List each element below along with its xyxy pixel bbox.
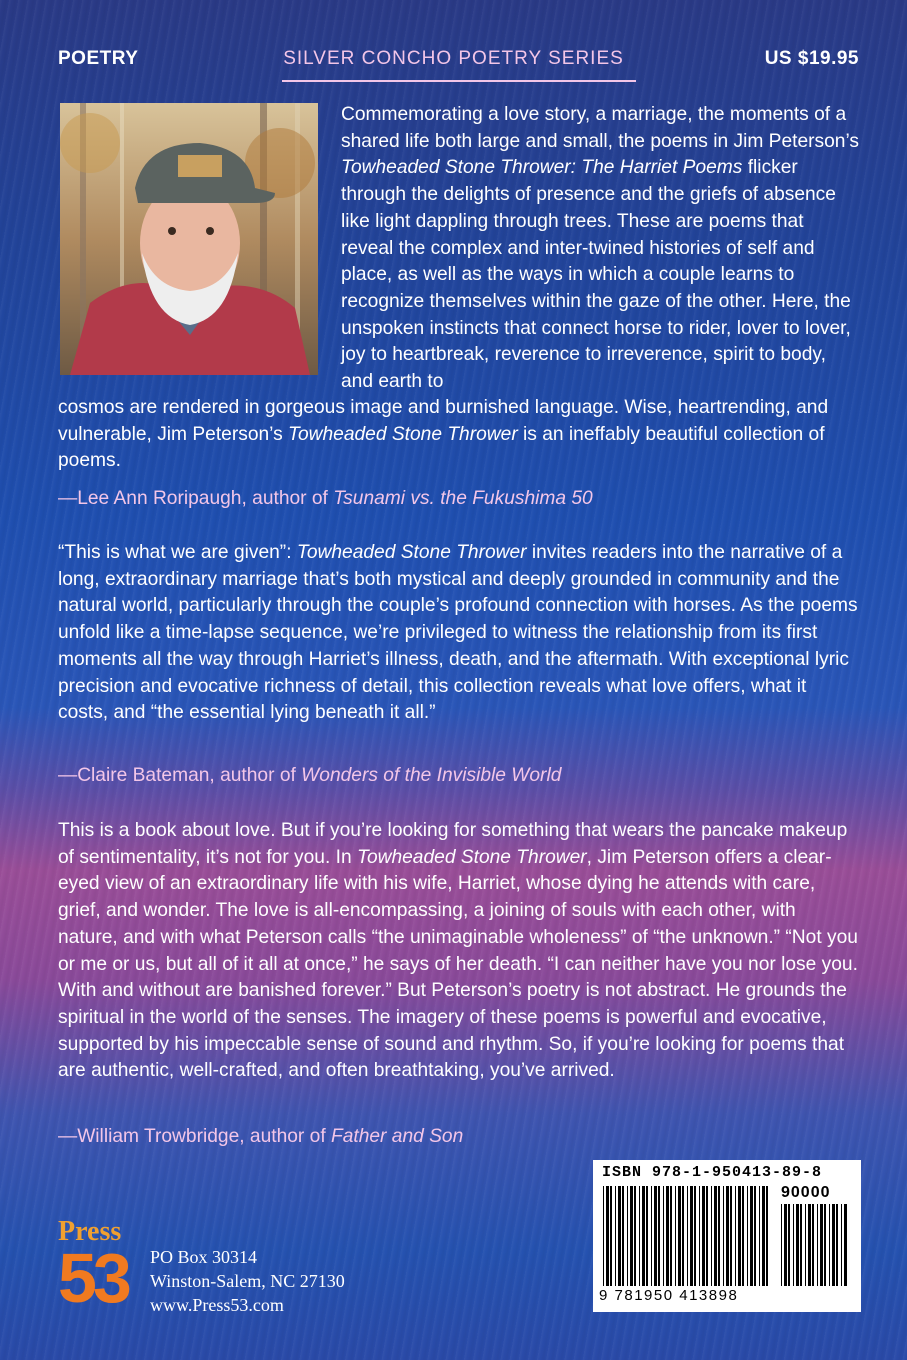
barcode-bar (706, 1186, 708, 1286)
blurb-1-text-d: is an ineffably beautiful collection of poems. (58, 423, 825, 472)
blurb-2-attribution-title: Wonders of the Invisible World (301, 765, 562, 786)
barcode-bar (687, 1186, 688, 1286)
barcode-bar (805, 1204, 806, 1286)
publisher-website: www.Press53.com (150, 1295, 284, 1315)
barcode-bar (670, 1186, 672, 1286)
blurb-2-paragraph (58, 540, 858, 727)
barcode-bar (658, 1186, 660, 1286)
blurb-3-attribution-author: —William Trowbridge, author of (58, 1126, 331, 1147)
ean-number: 9 781950 413898 (599, 1287, 739, 1304)
barcode-bar (690, 1186, 693, 1286)
blurb-2-attribution-author: —Claire Bateman, author of (58, 765, 302, 786)
barcode-bar (788, 1204, 790, 1286)
author-photo (60, 103, 318, 375)
blurb-3-paragraph (58, 818, 858, 1085)
barcode-bar (793, 1204, 794, 1286)
barcode-bar (678, 1186, 681, 1286)
blurb-1-attribution (58, 488, 593, 510)
publisher-logo-number: 53 (58, 1239, 128, 1317)
barcode-bar (654, 1186, 657, 1286)
barcode-bar (630, 1186, 633, 1286)
blurb-2-book-title: Towheaded Stone Thrower (296, 542, 527, 563)
barcode-bar (766, 1186, 768, 1286)
barcode-bars (603, 1186, 773, 1286)
price-code: 90000 (781, 1184, 831, 1201)
price-barcode-bars (781, 1204, 849, 1286)
barcode-bar (682, 1186, 684, 1286)
blurb-3-text-b: , Jim Peterson offers a clear-eyed view of an extraordinary life with his wife, Harriet, whose dying he attends with care, grief, and wonder. The love is all-encompassing, a joining of souls with each other, with nature, and with what Peterson calls “the unimaginable wholeness” of “the unknown.” “Not you or me or us, but all of it all at once,” he says of her death. “I can neither have you nor lose you. With and without are banished forever.” But Peterson’s poetry is not abstract. He grounds the spiritual in the world of the senses. The imagery of these poems is powerful and evocative, supported by his impeccable sense of sound and rhythm. So, if you’re looking for poems that are authentic, well-crafted, and often breathtaking, you’ve arrived. (58, 846, 858, 1082)
barcode-bar (666, 1186, 669, 1286)
barcode-bar (750, 1186, 753, 1286)
blurb-1-text-a: Commemorating a love story, a marriage, the moments of a shared life both large and small, the poems in Jim Peterson’s (341, 104, 859, 152)
blurb-3-attribution (58, 1126, 463, 1148)
blurb-1-paragraph-bottom (58, 395, 858, 475)
barcode-bar (824, 1204, 826, 1286)
barcode-bar (642, 1186, 645, 1286)
blurb-3-book-title: Towheaded Stone Thrower (356, 846, 587, 868)
genre-label: POETRY (58, 48, 139, 69)
blurb-3-text-a: This is a book about love. But if you’re looking for something that wears the pancake makeup of sentimentality, it’s not for you. In (58, 820, 848, 868)
barcode-bar (718, 1186, 720, 1286)
blurb-1-text-b: flicker through the delights of presence and the griefs of absence like light dappling through trees. These are poems that reveal the complex and inter-twined histories of self and place, as well as the ways in which a couple learns to recognize themselves within the gaze of the other. Here, the unspoken instincts that connect horse to rider, lover to lover, joy to heartbreak, reverence to irreverence, spirit to body, and earth to (341, 157, 851, 393)
barcode-bar (627, 1186, 628, 1286)
blurb-2-text-b: invites readers into the narrative of a long, extraordinary marriage that’s both mystical and deeply grounded in community and the natural world, particularly through the couple’s profound connection with horses. As the poems unfold like a time-lapse sequence, we’re privileged to witness the relationship from its first moments all the way through Harriet’s illness, death, and the aftermath. With exceptional lyric precision and evocative richness of detail, this collection reveals what love offers, what it costs, and “the essential lying beneath it all.” (58, 542, 858, 724)
barcode-bar (735, 1186, 736, 1286)
barcode-bar (796, 1204, 799, 1286)
barcode-bar (694, 1186, 696, 1286)
barcode-bar (646, 1186, 648, 1286)
barcode-bar (603, 1186, 604, 1286)
blurb-1-book-title-2: Towheaded Stone Thrower (288, 423, 518, 445)
barcode-bar (726, 1186, 729, 1286)
barcode-bar (702, 1186, 705, 1286)
barcode-bar (742, 1186, 744, 1286)
blurb-1-book-title: Towheaded Stone Thrower: The Harriet Poems (341, 157, 743, 179)
barcode-bar (711, 1186, 712, 1286)
barcode-bar (622, 1186, 624, 1286)
barcode-bar (762, 1186, 765, 1286)
blurb-2-text-a: “This is what we are given”: (58, 542, 297, 563)
barcode-bar (754, 1186, 756, 1286)
blurb-1-attribution-title: Tsunami vs. the Fukushima 50 (333, 488, 593, 509)
barcode-bar (738, 1186, 741, 1286)
barcode-bar (781, 1204, 782, 1286)
barcode-bar (615, 1186, 616, 1286)
barcode-bar (836, 1204, 838, 1286)
address-line-2: Winston-Salem, NC 27130 (150, 1271, 345, 1291)
barcode-bar (618, 1186, 621, 1286)
barcode-bar (841, 1204, 842, 1286)
blurb-3-attribution-title: Father and Son (330, 1126, 464, 1147)
publisher-address (150, 1245, 345, 1317)
barcode-bar (610, 1186, 612, 1286)
barcode-bar (829, 1204, 830, 1286)
blurb-2-attribution (58, 765, 561, 787)
series-title: SILVER CONCHO POETRY SERIES (283, 48, 624, 69)
barcode-bar (832, 1204, 835, 1286)
barcode-bar (820, 1204, 823, 1286)
barcode-bar (663, 1186, 664, 1286)
barcode-bar (634, 1186, 636, 1286)
barcode-bar (747, 1186, 748, 1286)
isbn-text: ISBN 978-1-950413-89-8 (602, 1164, 823, 1181)
barcode-bar (639, 1186, 640, 1286)
barcode-bar (651, 1186, 652, 1286)
publisher-logo (58, 1216, 138, 1317)
blurb-1-paragraph-top (341, 102, 861, 396)
barcode-bar (812, 1204, 814, 1286)
isbn-barcode (593, 1160, 861, 1312)
barcode-bar (817, 1204, 818, 1286)
barcode-bar (759, 1186, 760, 1286)
blurb-1-attribution-author: —Lee Ann Roripaugh, author of (58, 488, 334, 509)
barcode-bar (784, 1204, 787, 1286)
barcode-bar (808, 1204, 811, 1286)
barcode-bar (800, 1204, 802, 1286)
price-label: US $19.95 (764, 48, 859, 69)
barcode-bar (606, 1186, 609, 1286)
publisher-logo-word: Press (58, 1216, 122, 1247)
barcode-bar (844, 1204, 847, 1286)
barcode-bar (730, 1186, 732, 1286)
barcode-bar (723, 1186, 724, 1286)
barcode-bar (714, 1186, 717, 1286)
barcode-bar (675, 1186, 676, 1286)
address-line-1: PO Box 30314 (150, 1247, 258, 1267)
blurb-1-text-c: cosmos are rendered in gorgeous image and burnished language. Wise, heartrending, and vulnerable, Jim Peterson’s (58, 397, 829, 445)
series-underline (282, 80, 636, 82)
barcode-bar (699, 1186, 700, 1286)
